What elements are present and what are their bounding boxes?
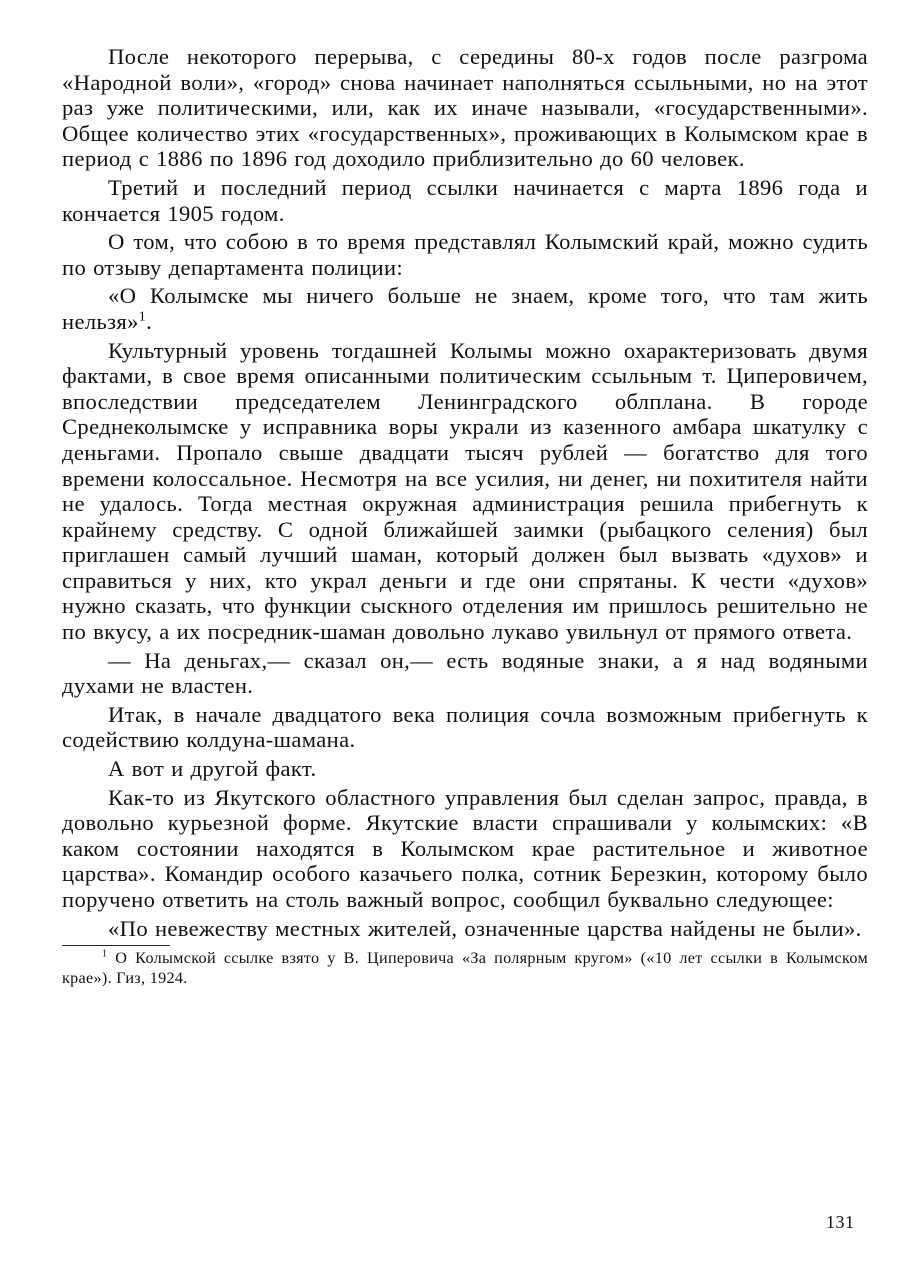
- paragraph-3: О том, что собою в то время представлял Колымский край, можно судить по отзыву департамента полиции:: [62, 229, 868, 280]
- paragraph-5: — На деньгах,— сказал он,— есть водяные знаки, а я над водяными духами не властен.: [62, 647, 868, 699]
- paragraph-4: Культурный уровень тогдашней Колымы можно охарактеризовать двумя фактами, в свое время описанными политическим ссыльным т. Циперовичем, впоследствии председателем Ленинградского облплана. В городе Среднеколымске у исправника воры украли из казенного амбара шкатулку с деньгами. Пропало свыше двадцати тысяч рублей — богатство для того времени колоссальное. Несмотря на все усилия, ни денег, ни похитителя найти не удалось. Тогда местная окружная администрация решила прибегнуть к крайнему средству. С одной ближайшей заимки (рыбацкого селения) был приглашен самый лучший шаман, который должен был вызвать «духов» и справиться у них, кто украл деньги и где они спрятаны. К чести «духов» нужно сказать, что функции сыскного отделения им пришлось решительно не по вкусу, а их посредник-шаман довольно лукаво увильнул от прямого ответа.: [62, 337, 868, 645]
- paragraph-6: Итак, в начале двадцатого века полиция сочла возможным прибегнуть к содействию колдуна-шамана.: [62, 701, 868, 753]
- footnote-divider: [62, 945, 170, 946]
- paragraph-9: «По невежеству местных жителей, означенные царства найдены не были».: [108, 915, 862, 941]
- footnote: [62, 948, 868, 988]
- paragraph-7: А вот и другой факт.: [108, 756, 317, 782]
- paragraph-2: Третий и последний период ссылки начинается с марта 1896 года и кончается 1905 годом.: [62, 174, 868, 226]
- quote-paragraph: [62, 283, 868, 334]
- paragraph-1: После некоторого перерыва, с середины 80-х годов после разгрома «Народной воли», «город» снова начинает наполняться ссыльными, но на этот раз уже политическими, или, как их иначе называли, «государственными». Общее количество этих «государственных», проживающих в Колымском крае в период с 1886 по 1896 год доходило приблизительно до 60 человек.: [62, 44, 868, 172]
- page-body: [62, 44, 868, 988]
- paragraph-8: Как-то из Якутского областного управления был сделан запрос, правда, в довольно курьезной форме. Якутские власти спрашивали у колымских: «В каком состоянии находятся в Колымском крае растительное и животное царства». Командир особого казачьего полка, сотник Березкин, которому было поручено ответить на столь важный вопрос, сообщил буквально следующее:: [62, 784, 868, 912]
- quote-text: «О Колымске мы ничего больше не знаем, кроме того, что там жить нельзя»: [62, 283, 868, 334]
- page-number: 131: [826, 1212, 855, 1232]
- footnote-marker: 1: [102, 948, 108, 960]
- footnote-reference: 1: [138, 309, 147, 325]
- quote-tail: .: [146, 308, 153, 334]
- footnote-text: О Колымской ссылке взято у В. Циперовича «За полярным кругом» («10 лет ссылки в Колымском крае»). Гиз, 1924.: [62, 949, 868, 988]
